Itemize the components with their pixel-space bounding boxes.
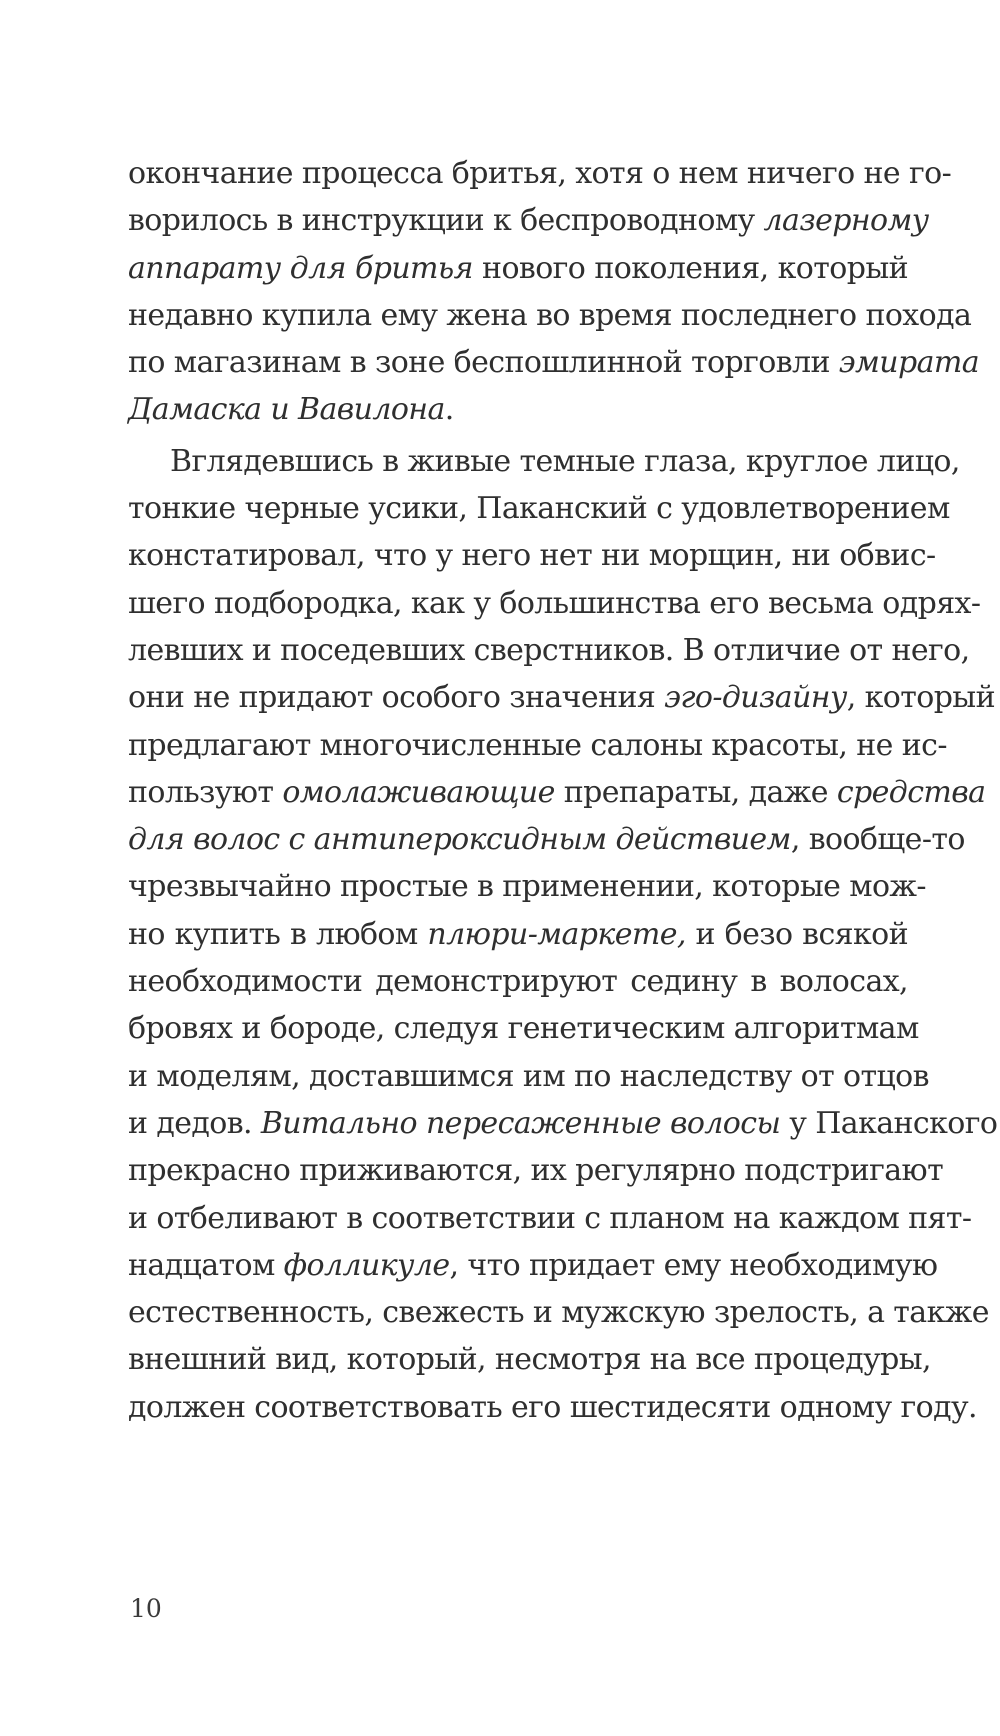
- page-number: 10: [130, 1594, 162, 1623]
- text-run: естественность, свежесть и мужскую зрелость, а также: [128, 1295, 989, 1331]
- text-run: , что придает ему необходимую: [449, 1247, 938, 1283]
- text-line: [128, 580, 981, 627]
- text-run: надцатом: [128, 1247, 284, 1283]
- text-line: [128, 911, 908, 958]
- italic-text: для волос с антипероксидным действием: [128, 822, 791, 858]
- text-line: [128, 1100, 998, 1147]
- text-run: у Паканского: [780, 1105, 998, 1141]
- italic-text: аппарату для бритья: [128, 250, 473, 286]
- text-line: [128, 863, 926, 910]
- text-line: [128, 1336, 931, 1383]
- text-run: прекрасно приживаются, их регулярно подстригают: [128, 1153, 944, 1189]
- body-text: [128, 150, 998, 1431]
- text-line: [128, 386, 908, 433]
- text-run: .: [444, 392, 454, 428]
- text-run: недавно купила ему жена во время последнего похода: [128, 297, 972, 333]
- italic-text: эго-дизайну: [664, 680, 847, 716]
- text-run: левших и поседевших сверстников. В отличие от него,: [128, 632, 970, 668]
- text-line: [128, 1053, 929, 1100]
- text-run: констатировал, что у него нет ни морщин, ни обвис-: [128, 538, 936, 574]
- text-line: [128, 816, 965, 863]
- italic-text: омолаживающие: [282, 774, 555, 810]
- text-line: [128, 627, 970, 674]
- text-line: [128, 1195, 972, 1242]
- text-run: но купить в любом: [128, 916, 428, 952]
- text-run: ворилось в инструкции к беспроводному: [128, 203, 764, 239]
- text-line: [128, 958, 908, 1005]
- text-line: [128, 485, 950, 532]
- text-line: [128, 339, 980, 386]
- text-run: они не придают особого значения: [128, 680, 665, 716]
- text-line: [128, 1289, 989, 1336]
- text-run: препараты, даже: [554, 774, 837, 810]
- text-line: [128, 722, 947, 769]
- text-run: , который: [846, 680, 995, 716]
- text-run: и дедов.: [128, 1105, 261, 1141]
- text-run: должен соответствовать его шестидесяти одному году.: [128, 1389, 977, 1425]
- italic-text: эмирата: [838, 345, 980, 381]
- italic-text: Витально пересаженные волосы: [260, 1105, 781, 1141]
- text-run: необходимости демонстрируют седину в волосах,: [128, 964, 908, 1000]
- text-run: чрезвычайно простые в применении, которые мож-: [128, 869, 926, 905]
- italic-text: Дамаска и Вавилона: [128, 392, 445, 428]
- text-line: [128, 1242, 938, 1289]
- text-line: [128, 197, 929, 244]
- text-run: и отбеливают в соответствии с планом на каждом пят-: [128, 1200, 972, 1236]
- text-line: [128, 150, 952, 197]
- paragraph: [128, 150, 980, 434]
- text-run: и безо всякой: [685, 916, 908, 952]
- text-line: [128, 245, 908, 292]
- text-run: тонкие черные усики, Паканский с удовлетворением: [128, 491, 950, 527]
- italic-text: средства: [836, 774, 986, 810]
- text-run: внешний вид, который, несмотря на все процедуры,: [128, 1342, 931, 1378]
- italic-text: лазерному: [763, 203, 929, 239]
- text-run: окончание процесса бритья, хотя о нем ничего не го-: [128, 156, 952, 191]
- text-line: [128, 674, 995, 721]
- text-run: пользуют: [128, 774, 283, 810]
- text-line: [128, 292, 972, 339]
- text-line: [128, 438, 960, 485]
- text-run: бровях и бороде, следуя генетическим алгоритмам: [128, 1011, 919, 1047]
- text-run: шего подбородка, как у большинства его весьма одрях-: [128, 585, 981, 621]
- text-line: [128, 769, 986, 816]
- text-run: нового поколения, который: [472, 250, 908, 286]
- text-run: по магазинам в зоне беспошлинной торговли: [128, 345, 839, 381]
- text-line: [128, 1005, 919, 1052]
- text-run: и моделям, доставшимся им по наследству от отцов: [128, 1058, 929, 1094]
- text-run: Вглядевшись в живые темные глаза, круглое лицо,: [170, 443, 960, 479]
- italic-text: фолликуле: [283, 1247, 450, 1283]
- text-line: [128, 532, 936, 579]
- text-run: предлагают многочисленные салоны красоты, не ис-: [128, 727, 947, 763]
- text-line: [128, 1147, 944, 1194]
- text-line: [128, 1384, 977, 1431]
- paragraph: [128, 438, 998, 1431]
- italic-text: плюри-маркете,: [427, 916, 686, 952]
- text-run: , вообще-то: [790, 822, 965, 858]
